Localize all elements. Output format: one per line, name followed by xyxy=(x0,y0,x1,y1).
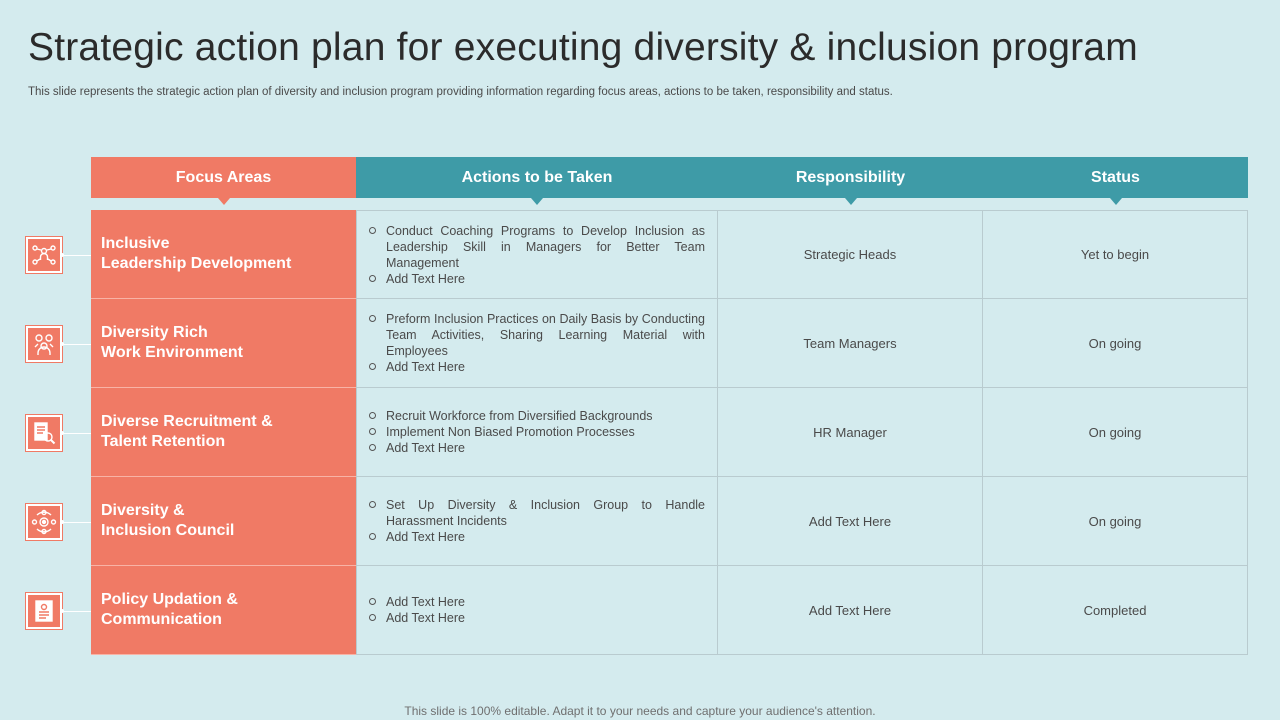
actions-list xyxy=(368,594,465,626)
action-item: Add Text Here xyxy=(368,271,705,287)
header-actions xyxy=(356,157,718,198)
focus-area-line: Communication xyxy=(101,611,222,628)
page-subtitle: This slide represents the strategic action plan of diversity and inclusion program providing information regarding focus areas, actions to be taken, responsibility and status. xyxy=(28,86,893,98)
focus-area-cell xyxy=(91,388,356,477)
actions-list xyxy=(368,408,653,456)
footer-note: This slide is 100% editable. Adapt it to your needs and capture your audience's attention. xyxy=(404,704,876,718)
focus-area-cell xyxy=(91,477,356,566)
responsibility-cell: Team Managers xyxy=(718,299,983,388)
action-item: Set Up Diversity & Inclusion Group to Handle Harassment Incidents xyxy=(368,497,705,529)
action-plan-table xyxy=(91,210,1248,656)
header-notch xyxy=(845,198,857,205)
action-item: Conduct Coaching Programs to Develop Inclusion as Leadership Skill in Managers for Better Team Management xyxy=(368,223,705,271)
header-status-label: Status xyxy=(1091,168,1140,186)
actions-cell xyxy=(356,299,718,388)
icon-connector xyxy=(63,255,91,256)
responsibility-cell: HR Manager xyxy=(718,388,983,477)
table-row xyxy=(91,299,1248,388)
action-item: Implement Non Biased Promotion Processes xyxy=(368,424,653,440)
council-circle-icon xyxy=(26,504,62,540)
focus-area-line: Work Environment xyxy=(101,344,243,361)
focus-area-line: Diverse Recruitment & xyxy=(101,413,273,430)
focus-area-line: Inclusive xyxy=(101,235,170,252)
action-item: Recruit Workforce from Diversified Backgrounds xyxy=(368,408,653,424)
page-title: Strategic action plan for executing diversity & inclusion program xyxy=(28,26,1138,69)
team-people-icon xyxy=(26,326,62,362)
icon-connector xyxy=(63,522,91,523)
focus-area-line: Talent Retention xyxy=(101,433,226,450)
header-status xyxy=(983,157,1248,198)
header-actions-label: Actions to be Taken xyxy=(461,168,613,186)
header-notch xyxy=(218,198,230,205)
actions-cell xyxy=(356,477,718,566)
focus-area-line: Diversity Rich xyxy=(101,324,208,341)
header-notch xyxy=(1110,198,1122,205)
header-responsibility xyxy=(718,157,983,198)
action-item: Add Text Here xyxy=(368,359,705,375)
focus-area-cell xyxy=(91,299,356,388)
responsibility-cell: Add Text Here xyxy=(718,566,983,655)
status-cell: On going xyxy=(983,299,1248,388)
recruitment-search-icon xyxy=(26,415,62,451)
responsibility-cell: Strategic Heads xyxy=(718,210,983,299)
actions-list xyxy=(368,311,705,375)
table-row xyxy=(91,566,1248,655)
focus-area-line: Leadership Development xyxy=(101,255,292,272)
icon-connector xyxy=(63,433,91,434)
action-item: Add Text Here xyxy=(368,440,653,456)
table-row xyxy=(91,210,1248,299)
focus-area-cell xyxy=(91,210,356,299)
focus-area-line: Diversity & xyxy=(101,502,185,519)
action-item: Add Text Here xyxy=(368,529,705,545)
actions-list xyxy=(368,223,705,287)
status-cell: Yet to begin xyxy=(983,210,1248,299)
action-item: Preform Inclusion Practices on Daily Basis by Conducting Team Activities, Sharing Learning Material with Employees xyxy=(368,311,705,359)
focus-area-cell xyxy=(91,566,356,655)
header-responsibility-label: Responsibility xyxy=(795,168,906,186)
header-focus-areas xyxy=(91,157,356,198)
status-cell: Completed xyxy=(983,566,1248,655)
actions-list xyxy=(368,497,705,545)
header-focus-label: Focus Areas xyxy=(175,168,272,186)
actions-cell xyxy=(356,388,718,477)
actions-cell xyxy=(356,210,718,299)
action-item: Add Text Here xyxy=(368,610,465,626)
actions-cell xyxy=(356,566,718,655)
icon-connector xyxy=(63,344,91,345)
policy-document-icon xyxy=(26,593,62,629)
icon-connector xyxy=(63,611,91,612)
focus-area-line: Inclusion Council xyxy=(101,522,235,539)
responsibility-cell: Add Text Here xyxy=(718,477,983,566)
status-cell: On going xyxy=(983,477,1248,566)
header-notch xyxy=(531,198,543,205)
leadership-network-icon xyxy=(26,237,62,273)
table-row xyxy=(91,388,1248,477)
status-cell: On going xyxy=(983,388,1248,477)
table-row xyxy=(91,477,1248,566)
action-item: Add Text Here xyxy=(368,594,465,610)
focus-area-line: Policy Updation & xyxy=(101,591,238,608)
